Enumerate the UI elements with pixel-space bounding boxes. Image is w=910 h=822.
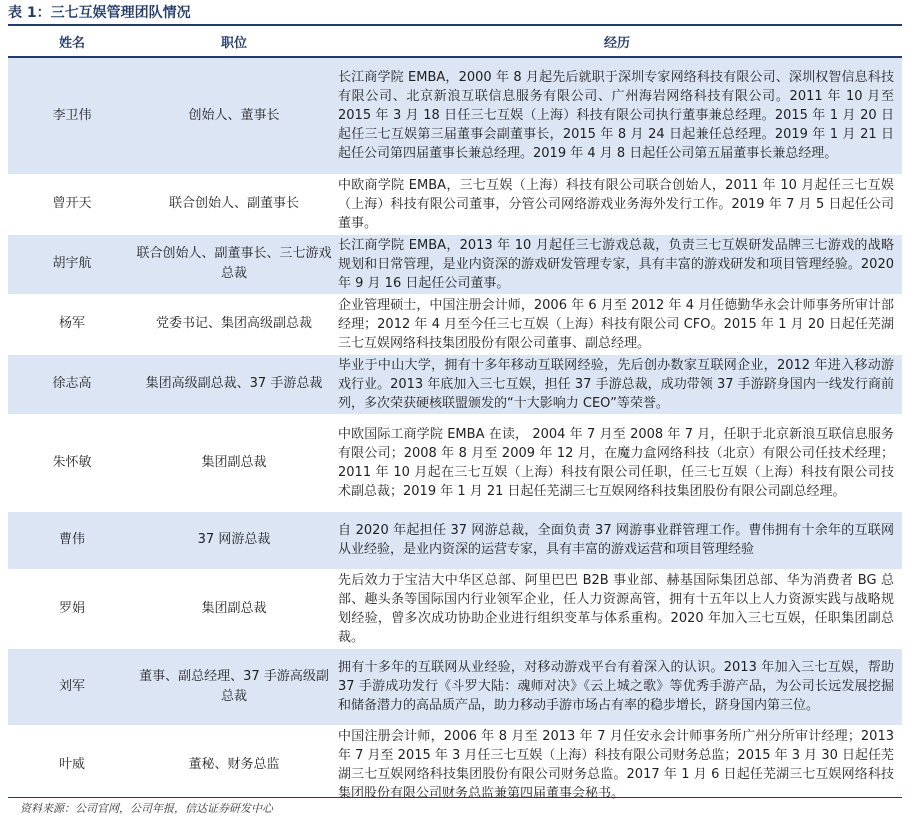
person-name: 胡宇航	[8, 234, 136, 294]
table-row	[8, 57, 902, 174]
source-note: 资料来源：公司官网，公司年报，信达证券研发中心	[20, 802, 273, 815]
header-position: 职位	[136, 26, 332, 57]
person-position: 董秘、财务总监	[136, 725, 332, 804]
table-row	[8, 294, 902, 354]
header-experience: 经历	[332, 26, 902, 57]
person-position: 联合创始人、副董事长、三七游戏总裁	[136, 234, 332, 294]
table-row	[8, 569, 902, 648]
person-name: 叶威	[8, 725, 136, 804]
person-experience: 自 2020 年起担任 37 网游总裁，全面负责 37 网游事业群管理工作。曹伟拥有十余年的互联网从业经验，是业内资深的运营专家，具有丰富的游戏运营和项目管理经验	[332, 511, 902, 569]
person-name: 曾开天	[8, 174, 136, 234]
table-row	[8, 511, 902, 569]
person-position: 集团副总裁	[136, 414, 332, 511]
person-position: 董事、副总经理、37 手游高级副总裁	[136, 648, 332, 725]
person-experience: 毕业于中山大学，拥有十多年移动互联网经验，先后创办数家互联网企业，2012 年进入移动游戏行业。2013 年底加入三七互娱，担任 37 手游总裁，成功带领 37 手游跻身国内一线发行商前列，多次荣获硬核联盟颁发的“十大影响力 CEO”等荣誉。	[332, 354, 902, 414]
person-name: 朱怀敏	[8, 414, 136, 511]
table-row	[8, 234, 902, 294]
person-experience: 中国注册会计师，2006 年 8 月至 2013 年 7 月任安永会计师事务所广州分所审计经理；2013 年 7 月至 2015 年 3 月任三七互娱（上海）科技有限公司财务总监；2015 年 3 月 30 日起任芜湖三七互娱网络科技集团股份有限公司财务总监。2017 年 1 月 6 日起任芜湖三七互娱网络科技集团股份有限公司财务总监兼第四届董事会秘书。	[332, 725, 902, 804]
table-header-row	[8, 26, 902, 57]
source-rule	[8, 797, 902, 798]
person-name: 杨军	[8, 294, 136, 354]
person-position: 集团副总裁	[136, 569, 332, 648]
table-row	[8, 174, 902, 234]
table-row	[8, 354, 902, 414]
person-experience: 中欧商学院 EMBA，三七互娱（上海）科技有限公司联合创始人，2011 年 10 月起任三七互娱（上海）科技有限公司董事，分管公司网络游戏业务海外发行工作。2019 年 7 月 5 日起任公司董事。	[332, 174, 902, 234]
person-name: 刘军	[8, 648, 136, 725]
table-row	[8, 725, 902, 804]
person-name: 徐志高	[8, 354, 136, 414]
person-experience: 拥有十多年的互联网从业经验，对移动游戏平台有着深入的认识。2013 年加入三七互娱，帮助 37 手游成功发行《斗罗大陆：魂师对决》《云上城之歌》等优秀手游产品，为公司长远发展挖掘和储备潜力的高品质产品，助力移动手游市场占有率的稳步增长，跻身国内第三位。	[332, 648, 902, 725]
person-experience: 先后效力于宝洁大中华区总部、阿里巴巴 B2B 事业部、赫基国际集团总部、华为消费者 BG 总部、趣头条等国际国内行业领军企业，任人力资源高管，拥有十五年以上人力资源实践与战略规划经验，曾多次成功协助企业进行组织变革与体系重构。2020 年加入三七互娱，任职集团副总裁。	[332, 569, 902, 648]
table-title: 表 1：三七互娱管理团队情况	[8, 5, 191, 21]
person-position: 37 网游总裁	[136, 511, 332, 569]
person-experience: 中欧国际工商学院 EMBA 在读， 2004 年 7 月至 2008 年 7 月，任职于北京新浪互联信息服务有限公司；2008 年 8 月至 2009 年 12 月，在魔力盒网络科技（北京）有限公司任技术经理；2011 年 10 月起在三七互娱（上海）科技有限公司任职，任三七互娱（上海）科技有限公司技术副总裁；2019 年 1 月 21 日起任芜湖三七互娱网络科技集团股份有限公司副总经理。	[332, 414, 902, 511]
management-team-table	[8, 26, 902, 805]
header-name: 姓名	[8, 26, 136, 57]
person-experience: 企业管理硕士，中国注册会计师，2006 年 6 月至 2012 年 4 月任德勤华永会计师事务所审计部经理；2012 年 4 月至今任三七互娱（上海）科技有限公司 CFO。2015 年 1 月 20 日起任芜湖三七互娱网络科技集团股份有限公司董事、副总经理。	[332, 294, 902, 354]
person-position: 联合创始人、副董事长	[136, 174, 332, 234]
person-name: 曹伟	[8, 511, 136, 569]
person-name: 罗娟	[8, 569, 136, 648]
table-row	[8, 414, 902, 511]
table-row	[8, 648, 902, 725]
person-experience: 长江商学院 EMBA，2000 年 8 月起先后就职于深圳专家网络科技有限公司、深圳权智信息科技有限公司、北京新浪互联信息服务有限公司、广州海岩网络科技有限公司。2011 年 10 月至 2015 年 3 月 18 日任三七互娱（上海）科技有限公司执行董事兼总经理。2015 年 1 月 20 日起任三七互娱第三届董事会副董事长，2015 年 8 月 24 日起兼任总经理。2019 年 1 月 21 日起任公司第四届董事长兼总经理。2019 年 4 月 8 日起任公司第五届董事长兼总经理。	[332, 57, 902, 174]
person-position: 创始人、董事长	[136, 57, 332, 174]
person-experience: 长江商学院 EMBA，2013 年 10 月起任三七游戏总裁，负责三七互娱研发品牌三七游戏的战略规划和日常管理，是业内资深的游戏研发管理专家，具有丰富的游戏研发和项目管理经验。2020 年 9 月 16 日起任公司董事。	[332, 234, 902, 294]
person-position: 党委书记、集团高级副总裁	[136, 294, 332, 354]
person-position: 集团高级副总裁、37 手游总裁	[136, 354, 332, 414]
person-name: 李卫伟	[8, 57, 136, 174]
